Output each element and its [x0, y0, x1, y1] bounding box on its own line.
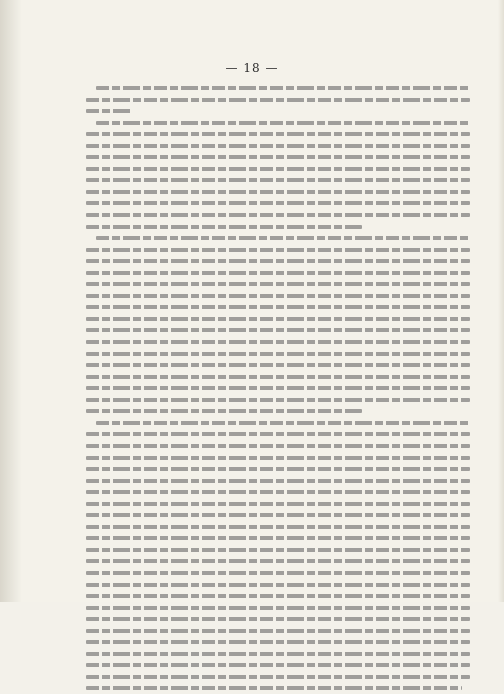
text-line-placeholder [86, 305, 470, 309]
text-line-placeholder [96, 121, 470, 125]
page-number: — 18 — [225, 61, 279, 75]
text-line [86, 278, 470, 290]
text-line [86, 82, 470, 94]
text-line-placeholder [86, 375, 470, 379]
text-line [86, 509, 470, 521]
text-line [86, 405, 470, 417]
text-line [86, 475, 470, 487]
text-line-placeholder [86, 167, 470, 171]
text-line [86, 140, 470, 152]
text-line-placeholder [86, 617, 470, 621]
text-line [86, 117, 470, 129]
text-line-placeholder [86, 328, 470, 332]
text-line-placeholder [86, 456, 470, 460]
text-line [86, 498, 470, 510]
text-line [86, 625, 470, 637]
text-line-placeholder [86, 282, 470, 286]
text-line-placeholder [86, 467, 470, 471]
text-line [86, 209, 470, 221]
text-line [86, 151, 470, 163]
text-line-placeholder [86, 317, 470, 321]
body-text [86, 82, 470, 694]
text-line [86, 255, 470, 267]
text-line-placeholder [86, 259, 470, 263]
text-line-placeholder [86, 398, 470, 402]
text-line-placeholder [86, 178, 470, 182]
text-line [86, 671, 470, 683]
text-line [86, 371, 470, 383]
text-line-placeholder [86, 386, 470, 390]
text-line [86, 682, 470, 694]
text-line [86, 348, 470, 360]
text-line-placeholder [96, 421, 470, 425]
text-line-placeholder [86, 409, 362, 413]
text-line [86, 221, 470, 233]
text-line-placeholder [86, 352, 470, 356]
text-line-placeholder [86, 109, 132, 113]
text-line-placeholder [86, 248, 470, 252]
text-line-placeholder [86, 490, 470, 494]
text-line [86, 163, 470, 175]
text-line-placeholder [86, 190, 470, 194]
text-line [86, 521, 470, 533]
text-line [86, 555, 470, 567]
text-line-placeholder [86, 432, 470, 436]
text-line-placeholder [86, 201, 470, 205]
text-line [86, 232, 470, 244]
text-line-placeholder [86, 559, 470, 563]
text-line-placeholder [86, 606, 470, 610]
text-line-placeholder [86, 548, 470, 552]
text-line [86, 186, 470, 198]
text-line [86, 128, 470, 140]
text-line-placeholder [86, 271, 470, 275]
text-line [86, 324, 470, 336]
text-line [86, 290, 470, 302]
text-line [86, 602, 470, 614]
text-line-placeholder [86, 640, 470, 644]
text-line [86, 428, 470, 440]
text-line-placeholder [86, 525, 470, 529]
text-line-placeholder [86, 225, 362, 229]
text-line-placeholder [86, 155, 470, 159]
text-line [86, 648, 470, 660]
text-line-placeholder [86, 594, 470, 598]
text-line-placeholder [86, 536, 470, 540]
text-line [86, 532, 470, 544]
text-line [86, 336, 470, 348]
text-line [86, 105, 470, 117]
text-line-placeholder [86, 652, 470, 656]
text-line [86, 359, 470, 371]
text-line [86, 197, 470, 209]
text-line [86, 659, 470, 671]
text-line [86, 440, 470, 452]
text-line-placeholder [86, 132, 470, 136]
text-line [86, 544, 470, 556]
text-line-placeholder [86, 663, 470, 667]
text-line-placeholder [96, 86, 470, 90]
text-line-placeholder [86, 294, 470, 298]
text-line [86, 301, 470, 313]
text-line [86, 267, 470, 279]
text-line [86, 486, 470, 498]
text-line [86, 613, 470, 625]
text-line-placeholder [86, 363, 470, 367]
text-line-placeholder [96, 236, 470, 240]
text-line [86, 94, 470, 106]
text-line-placeholder [86, 571, 470, 575]
text-line-placeholder [86, 513, 470, 517]
text-line-placeholder [86, 686, 462, 690]
text-line [86, 394, 470, 406]
text-line-placeholder [86, 340, 470, 344]
text-line-placeholder [86, 444, 470, 448]
text-line-placeholder [86, 675, 470, 679]
page-edge [498, 0, 504, 602]
text-line-placeholder [86, 479, 470, 483]
text-line [86, 313, 470, 325]
text-line [86, 579, 470, 591]
text-line-placeholder [86, 629, 470, 633]
text-line-placeholder [86, 583, 470, 587]
text-line [86, 382, 470, 394]
text-line [86, 590, 470, 602]
text-line-placeholder [86, 144, 470, 148]
text-line [86, 567, 470, 579]
binding-shadow [0, 0, 22, 602]
text-line-placeholder [86, 98, 470, 102]
text-line [86, 452, 470, 464]
text-line [86, 636, 470, 648]
text-line-placeholder [86, 502, 470, 506]
text-line [86, 463, 470, 475]
text-line [86, 174, 470, 186]
text-line [86, 244, 470, 256]
text-line-placeholder [86, 213, 470, 217]
text-line [86, 417, 470, 429]
